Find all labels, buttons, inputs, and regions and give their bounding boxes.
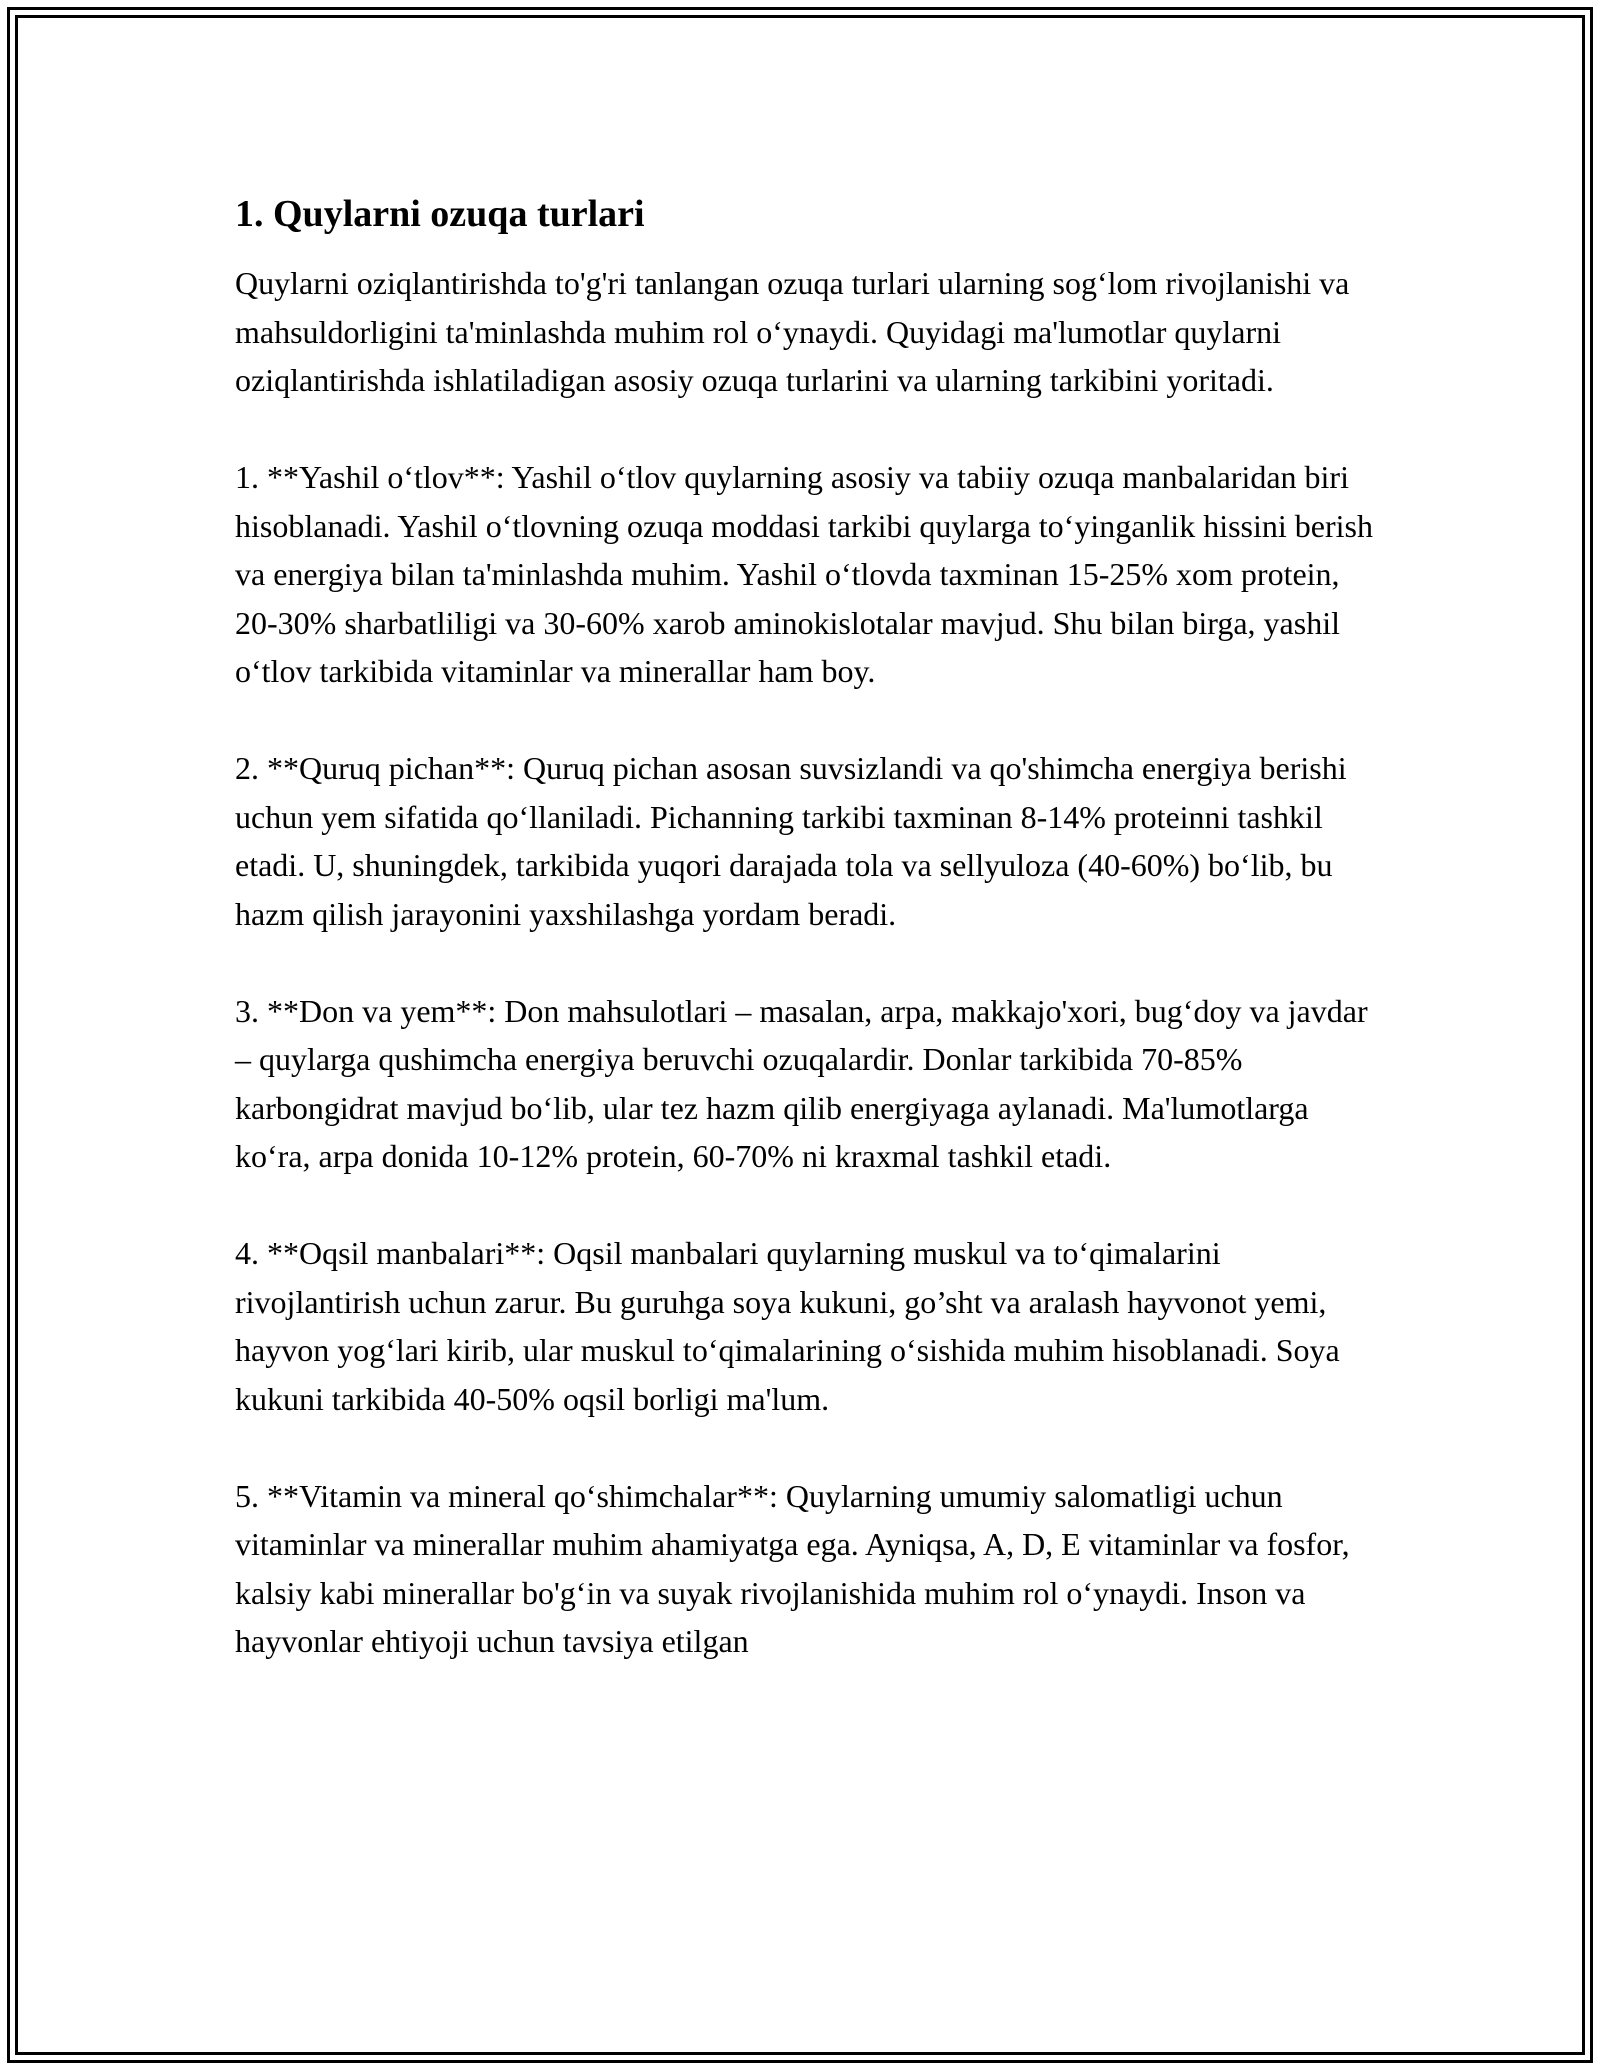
list-item-quruq-pichan: 2. **Quruq pichan**: Quruq pichan asosan suvsizlandi va qo'shimcha energiya berishi uchun yem sifatida qo‘llaniladi. Pichanning tarkibi taxminan 8-14% proteinni tashkil etadi. U, shuningdek, tarkibida yuqori darajada tola va sellyuloza (40-60%) bo‘lib, bu hazm qilish jarayonini yaxshilashga yordam beradi. bbox=[235, 750, 1347, 932]
list-item-vitamin-mineral: 5. **Vitamin va mineral qo‘shimchalar**: Quylarning umumiy salomatligi uchun vitaminlar va minerallar muhim ahamiyatga ega. Ayniqsa, A, D, E vitaminlar va fosfor, kalsiy kabi minerallar bo'g‘in va suyak rivojlanishida muhim rol o‘ynaydi. Inson va hayvonlar ehtiyoji uchun tavsiya etilgan bbox=[235, 1477, 1350, 1659]
list-item-don-va-yem: 3. **Don va yem**: Don mahsulotlari – masalan, arpa, makkajo'xori, bug‘doy va javdar – quylarga qushimcha energiya beruvchi ozuqalardir. Donlar tarkibida 70-85% karbongidrat mavjud bo‘lib, ular tez hazm qilib energiyaga aylanadi. Ma'lumotlarga ko‘ra, arpa donida 10-12% protein, 60-70% ni kraxmal tashkil etadi. bbox=[235, 992, 1368, 1174]
document-page bbox=[235, 185, 1385, 1714]
section-heading: 1. Quylarni ozuqa turlari bbox=[235, 193, 645, 235]
intro-paragraph: Quylarni oziqlantirishda to'g'ri tanlangan ozuqa turlari ularning sog‘lom rivojlanishi va mahsuldorligini ta'minlashda muhim rol o‘ynaydi. Quyidagi ma'lumotlar quylarni oziqlantirishda ishlatiladigan asosiy ozuqa turlarini va ularning tarkibini yoritadi. bbox=[235, 265, 1350, 398]
list-item-yashil-otlov: 1. **Yashil o‘tlov**: Yashil o‘tlov quylarning asosiy va tabiiy ozuqa manbalaridan biri hisoblanadi. Yashil o‘tlovning ozuqa moddasi tarkibi quylarga to‘yinganlik hissini berish va energiya bilan ta'minlashda muhim. Yashil o‘tlovda taxminan 15-25% xom protein, 20-30% sharbatliligi va 30-60% xarob aminokislotalar mavjud. Shu bilan birga, yashil o‘tlov tarkibida vitaminlar va minerallar ham boy. bbox=[235, 459, 1373, 689]
list-item-oqsil-manbalari: 4. **Oqsil manbalari**: Oqsil manbalari quylarning muskul va to‘qimalarini rivojlantirish uchun zarur. Bu guruhga soya kukuni, go’sht va aralash hayvonot yemi, hayvon yog‘lari kirib, ular muskul to‘qimalarining o‘sishida muhim hisoblanadi. Soya kukuni tarkibida 40-50% oqsil borligi ma'lum. bbox=[235, 1235, 1340, 1417]
